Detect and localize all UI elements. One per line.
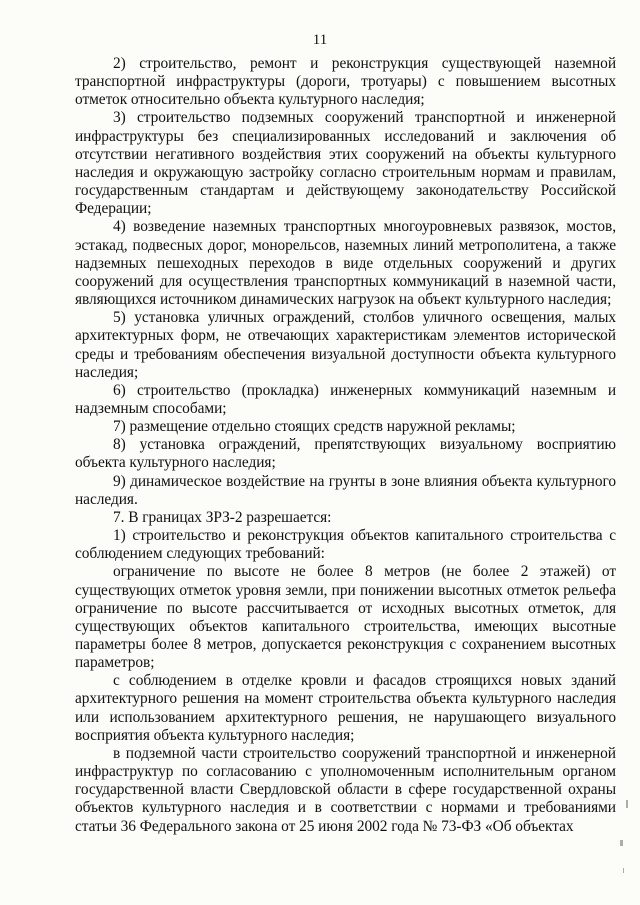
scan-artifact [620,840,623,846]
paragraph-prohibition-6: 6) строительство (прокладка) инженерных коммуникаций наземным и надземным способами; [75,381,616,417]
section-heading-zrz-2: 7. В границах ЗРЗ-2 разрешается: [113,508,332,526]
paragraph-prohibition-9: 9) динамическое воздействие на грунты в зоне влияния объекта культурного наследия. [75,472,616,508]
paragraph-underground-construction: в подземной части строительство сооружений транспортной и инженерной инфраструктур по согласованию с уполномоченным исполнительным органом государственной власти Свердловской области в сфере государственной охраны объектов культурного наследия и в соответствии с нормами и требованиями статьи 36 Федерального закона от 25 июня 2002 года № 73-ФЗ «Об объектах [75,744,616,835]
scan-artifact [626,800,628,808]
paragraph-height-limit: ограничение по высоте не более 8 метров (не более 2 этажей) от существующих отметок уровня земли, при понижении высотных отметок рельефа ограничение по высоте рассчитывается от исходных высотных отметок, для существующих объектов капитального строительства, имеющих высотные параметры более 8 метров, допускается реконструкция с сохранением высотных параметров; [75,563,616,672]
paragraph-prohibition-8: 8) установка ограждений, препятствующих визуальному восприятию объекта культурного наследия; [75,436,616,472]
paragraph-prohibition-2: 2) строительство, ремонт и реконструкция существующей наземной транспортной инфраструктуры (дороги, тротуары) с повышением высотных отметок относительно объекта культурного наследия; [75,55,616,109]
paragraph-prohibition-4: 4) возведение наземных транспортных многоуровневых развязок, мостов, эстакад, подвесных дорог, монорельсов, наземных линий метрополитена, а также надземных пешеходных переходов в виде отдельных сооружений и других сооружений для осуществления транспортных коммуникаций в наземной части, являющихся источником динамических нагрузок на объект культурного наследия; [75,218,616,309]
paragraph-prohibition-3: 3) строительство подземных сооружений транспортной и инженерной инфраструктуры без специализированных исследований и заключения об отсутствии негативного воздействия этих сооружений на объекты культурного наследия и окружающую застройку согласно строительным нормам и правилам, государственным стандартам и действующему законодательству Российской Федерации; [75,109,616,218]
scan-artifact [623,868,624,873]
paragraph-prohibition-7: 7) размещение отдельно стоящих средств наружной рекламы; [113,418,516,436]
page-number: 11 [312,32,328,48]
paragraph-prohibition-5: 5) установка уличных ограждений, столбов уличного освещения, малых архитектурных форм, не отвечающих характеристикам элементов исторической среды и требованиям обеспечения визуальной доступности объекта культурного наследия; [75,309,616,381]
paragraph-facade-requirements: с соблюдением в отделке кровли и фасадов строящихся новых зданий архитектурного решения на момент строительства объекта культурного наследия или использованием архитектурного решения, не нарушающего визуального восприятия объекта культурного наследия; [75,672,616,744]
document-body [75,55,616,836]
paragraph-permission-1: 1) строительство и реконструкция объектов капитального строительства с соблюдением следующих требований: [75,527,616,563]
